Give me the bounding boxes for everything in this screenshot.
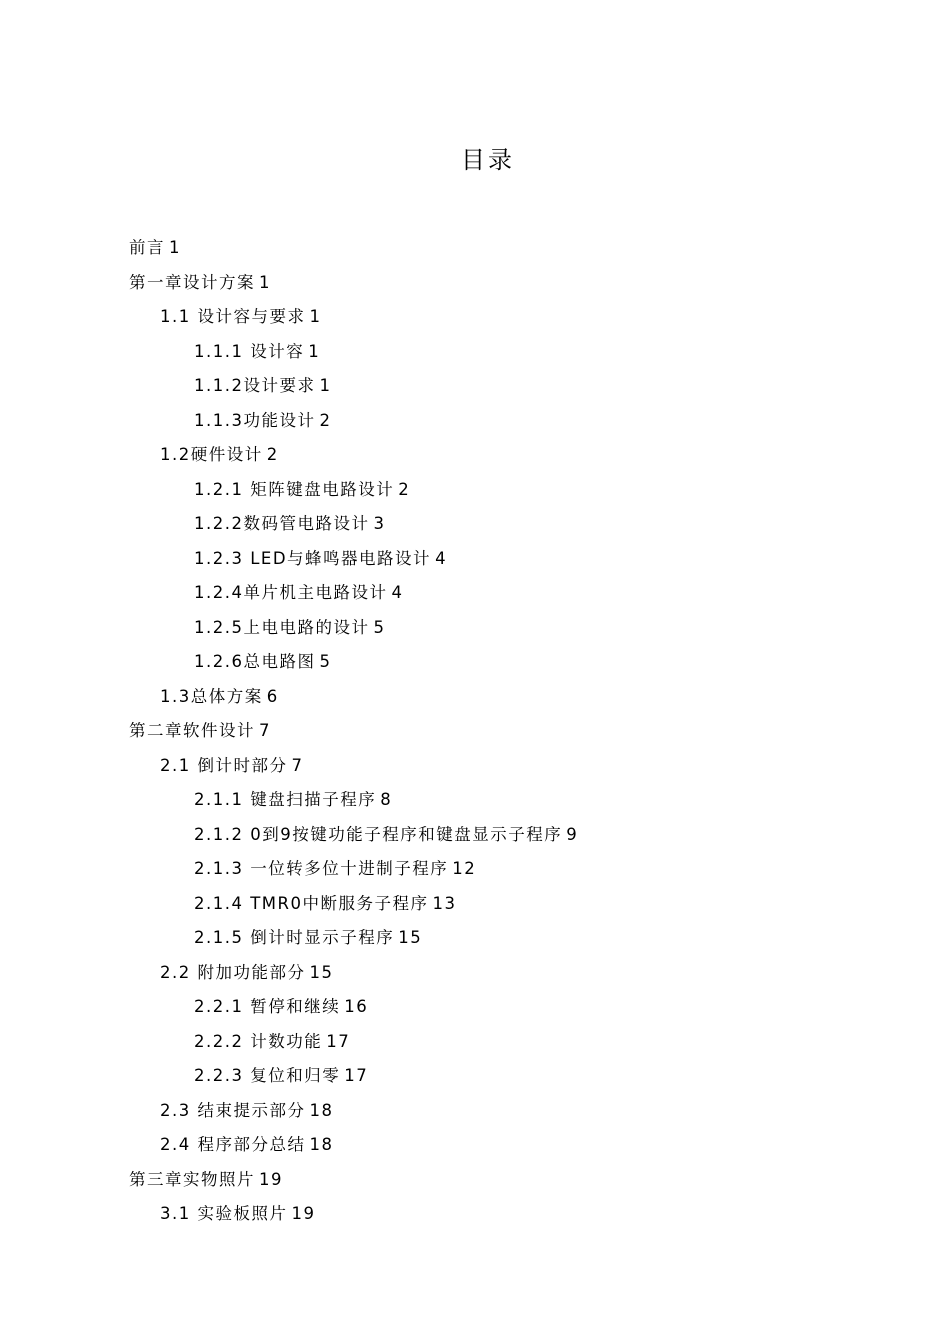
toc-entry-page-number: 13 (432, 893, 457, 913)
toc-entry[interactable] (129, 783, 578, 818)
toc-entry-page-number: 19 (291, 1204, 316, 1223)
toc-entry[interactable] (129, 818, 578, 853)
toc-entry-title: 2.1.4 TMR0中断服务子程序 (194, 893, 429, 913)
toc-entry-title: 2.2.3 复位和归零 (194, 1066, 341, 1085)
toc-entry-page-number: 5 (373, 617, 386, 637)
toc-entry-page-number: 2 (266, 445, 279, 464)
toc-entry-title: 2.3 结束提示部分 (160, 1100, 306, 1120)
toc-entry[interactable] (129, 473, 578, 508)
toc-entry[interactable] (129, 1025, 578, 1060)
toc-entry[interactable] (129, 576, 578, 611)
toc-entry-page-number: 6 (266, 686, 279, 706)
toc-entry-title: 1.2.4单片机主电路设计 (194, 583, 388, 602)
toc-entry-page-number: 2 (319, 410, 332, 430)
toc-entry-title: 1.2.1 矩阵键盘电路设计 (194, 479, 395, 499)
toc-entry-title: 1.2硬件设计 (160, 445, 263, 464)
toc-entry-page-number: 16 (344, 997, 369, 1016)
toc-entry-page-number: 1 (259, 272, 271, 292)
toc-entry[interactable] (129, 645, 578, 680)
toc-entry[interactable] (129, 1197, 578, 1232)
toc-entry-page-number: 1 (308, 341, 321, 361)
toc-entry[interactable] (129, 1128, 578, 1163)
toc-entry-page-number: 15 (398, 928, 423, 947)
toc-entry-title: 2.1.1 键盘扫描子程序 (194, 790, 377, 809)
toc-entry[interactable] (129, 335, 578, 370)
toc-entry-page-number: 17 (326, 1031, 351, 1051)
toc-entry-page-number: 7 (291, 755, 304, 775)
toc-entry-page-number: 2 (398, 479, 411, 499)
toc-entry-title: 2.2.2 计数功能 (194, 1031, 323, 1051)
toc-entry-title: 1.1.3功能设计 (194, 410, 316, 430)
page-title: 目录 (461, 146, 515, 174)
toc-entry-page-number: 18 (309, 1135, 334, 1154)
toc-entry[interactable] (129, 921, 578, 956)
toc-entry-page-number: 3 (373, 514, 386, 533)
toc-entry-page-number: 1 (169, 238, 181, 257)
toc-entry-title: 2.4 程序部分总结 (160, 1135, 306, 1154)
toc-entry-title: 2.1.3 一位转多位十进制子程序 (194, 859, 449, 878)
toc-entry-title: 1.2.2数码管电路设计 (194, 514, 370, 533)
toc-entry-title: 2.1.2 0到9按键功能子程序和键盘显示子程序 (194, 824, 563, 844)
toc-entry-page-number: 18 (309, 1100, 334, 1120)
toc-entry[interactable] (129, 300, 578, 335)
toc-entry-page-number: 19 (259, 1169, 283, 1189)
toc-entry-page-number: 7 (259, 721, 271, 740)
toc-entry[interactable] (129, 956, 578, 991)
toc-entry-title: 1.1.1 设计容 (194, 341, 305, 361)
toc-entry-page-number: 15 (309, 962, 334, 982)
toc-entry-page-number: 9 (566, 824, 579, 844)
toc-entry[interactable] (129, 852, 578, 887)
toc-entry-title: 1.3总体方案 (160, 686, 263, 706)
toc-entry[interactable] (129, 266, 578, 301)
toc-entry-title: 1.2.6总电路图 (194, 652, 316, 671)
toc-entry-title: 第三章实物照片 (129, 1169, 255, 1189)
toc-entry-page-number: 5 (319, 652, 332, 671)
toc-entry[interactable] (129, 714, 578, 749)
toc-entry-title: 2.2 附加功能部分 (160, 962, 306, 982)
toc-entry-title: 1.1.2设计要求 (194, 376, 316, 395)
toc-entry-page-number: 12 (452, 859, 477, 878)
toc-entry-title: 2.1 倒计时部分 (160, 755, 288, 775)
toc-entry-page-number: 1 (309, 307, 322, 326)
toc-entry-title: 第一章设计方案 (129, 272, 255, 292)
toc-entry[interactable] (129, 1094, 578, 1129)
toc-entry-title: 1.2.5上电电路的设计 (194, 617, 370, 637)
toc-entry-title: 1.1 设计容与要求 (160, 307, 306, 326)
toc-entry-title: 2.1.5 倒计时显示子程序 (194, 928, 395, 947)
toc-entry[interactable] (129, 542, 578, 577)
toc-entry-page-number: 4 (391, 583, 404, 602)
toc-entry-page-number: 1 (319, 376, 332, 395)
toc-entry[interactable] (129, 990, 578, 1025)
toc-entry[interactable] (129, 887, 578, 922)
toc-entry-page-number: 8 (380, 790, 393, 809)
toc-entry[interactable] (129, 404, 578, 439)
toc-entry[interactable] (129, 438, 578, 473)
toc-entry[interactable] (129, 231, 578, 266)
toc-entry[interactable] (129, 507, 578, 542)
toc-entry-title: 前言 (129, 238, 165, 257)
toc-entry[interactable] (129, 1059, 578, 1094)
toc-entry-title: 1.2.3 LED与蜂鸣器电路设计 (194, 548, 432, 568)
toc-entry-title: 3.1 实验板照片 (160, 1204, 288, 1223)
toc-entry[interactable] (129, 680, 578, 715)
toc-entry-title: 2.2.1 暂停和继续 (194, 997, 341, 1016)
toc-entry[interactable] (129, 369, 578, 404)
toc-entry-page-number: 4 (435, 548, 448, 568)
table-of-contents (129, 231, 578, 1232)
toc-entry[interactable] (129, 749, 578, 784)
toc-entry-page-number: 17 (344, 1066, 369, 1085)
toc-entry[interactable] (129, 1163, 578, 1198)
toc-entry[interactable] (129, 611, 578, 646)
toc-entry-title: 第二章软件设计 (129, 721, 255, 740)
